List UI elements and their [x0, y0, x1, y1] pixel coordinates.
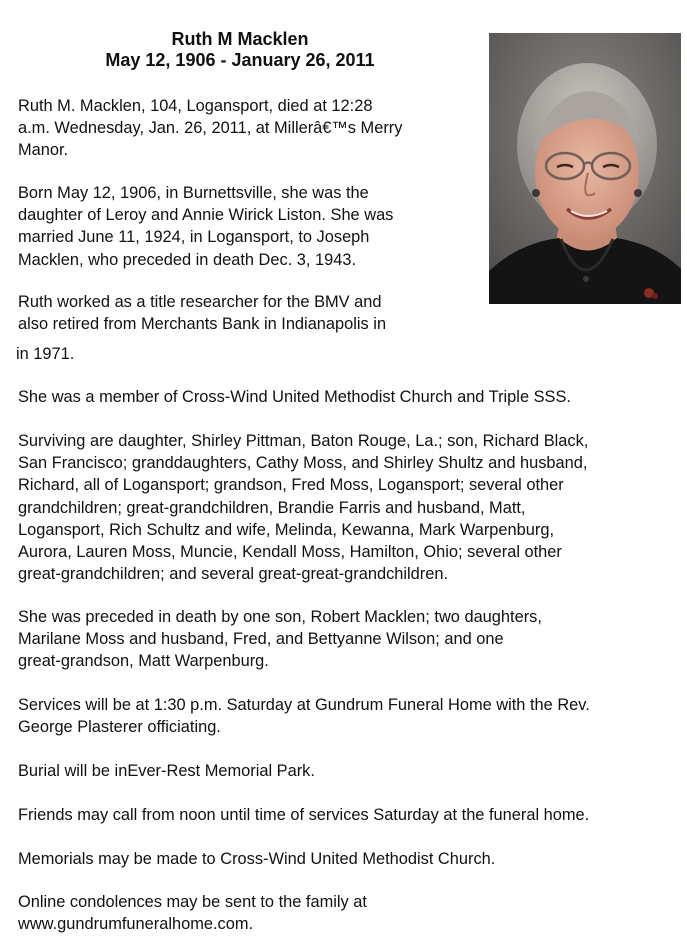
- paragraph-birth: Born May 12, 1906, in Burnettsville, she was the daughter of Leroy and Annie Wirick Liston. She was married June 11, 1924, in Logansport, to Joseph Macklen, who preceded in death Dec. 3, 1943.: [18, 184, 394, 269]
- paragraph-career-end: in 1971.: [16, 345, 75, 363]
- portrait-photo: [489, 33, 681, 304]
- paragraph-burial: Burial will be inEver-Rest Memorial Park.: [18, 762, 315, 780]
- paragraph-services: Services will be at 1:30 p.m. Saturday at Gundrum Funeral Home with the Rev. George Plasterer officiating.: [18, 696, 590, 737]
- paragraph-visitation: Friends may call from noon until time of services Saturday at the funeral home.: [18, 806, 590, 824]
- paragraph-membership: She was a member of Cross-Wind United Methodist Church and Triple SSS.: [18, 388, 571, 406]
- obituary-dates: May 12, 1906 - January 26, 2011: [105, 50, 375, 70]
- paragraph-preceded: She was preceded in death by one son, Robert Macklen; two daughters, Marilane Moss and husband, Fred, and Bettyanne Wilson; and one great-grandson, Matt Warpenburg.: [18, 608, 542, 671]
- obituary-name: Ruth M Macklen: [171, 29, 309, 49]
- paragraph-survivors: Surviving are daughter, Shirley Pittman, Baton Rouge, La.; son, Richard Black, San Francisco; granddaughters, Cathy Moss, and Shirley Shultz and husband, Richard, all of Logansport; grandson, Fred Moss, Logansport; several other grandchildren; great-grandchildren, Brandie Farris and husband, Matt, Logansport, Rich Schultz and wife, Melinda, Kewanna, Mark Warpenburg, Aurora, Lauren Moss, Muncie, Kendall Moss, Hamilton, Ohio; several other great-grandchildren; and several great-great-grandchildren.: [18, 432, 589, 584]
- paragraph-condolences: Online condolences may be sent to the family at www.gundrumfuneralhome.com.: [18, 893, 367, 934]
- portrait-photo-icon: [489, 33, 681, 304]
- paragraph-death: Ruth M. Macklen, 104, Logansport, died at 12:28 a.m. Wednesday, Jan. 26, 2011, at Millerâ€™s Merry Manor.: [18, 97, 403, 160]
- paragraph-memorials: Memorials may be made to Cross-Wind United Methodist Church.: [18, 850, 496, 868]
- paragraph-career: Ruth worked as a title researcher for the BMV and also retired from Merchants Bank in Indianapolis in: [18, 293, 387, 334]
